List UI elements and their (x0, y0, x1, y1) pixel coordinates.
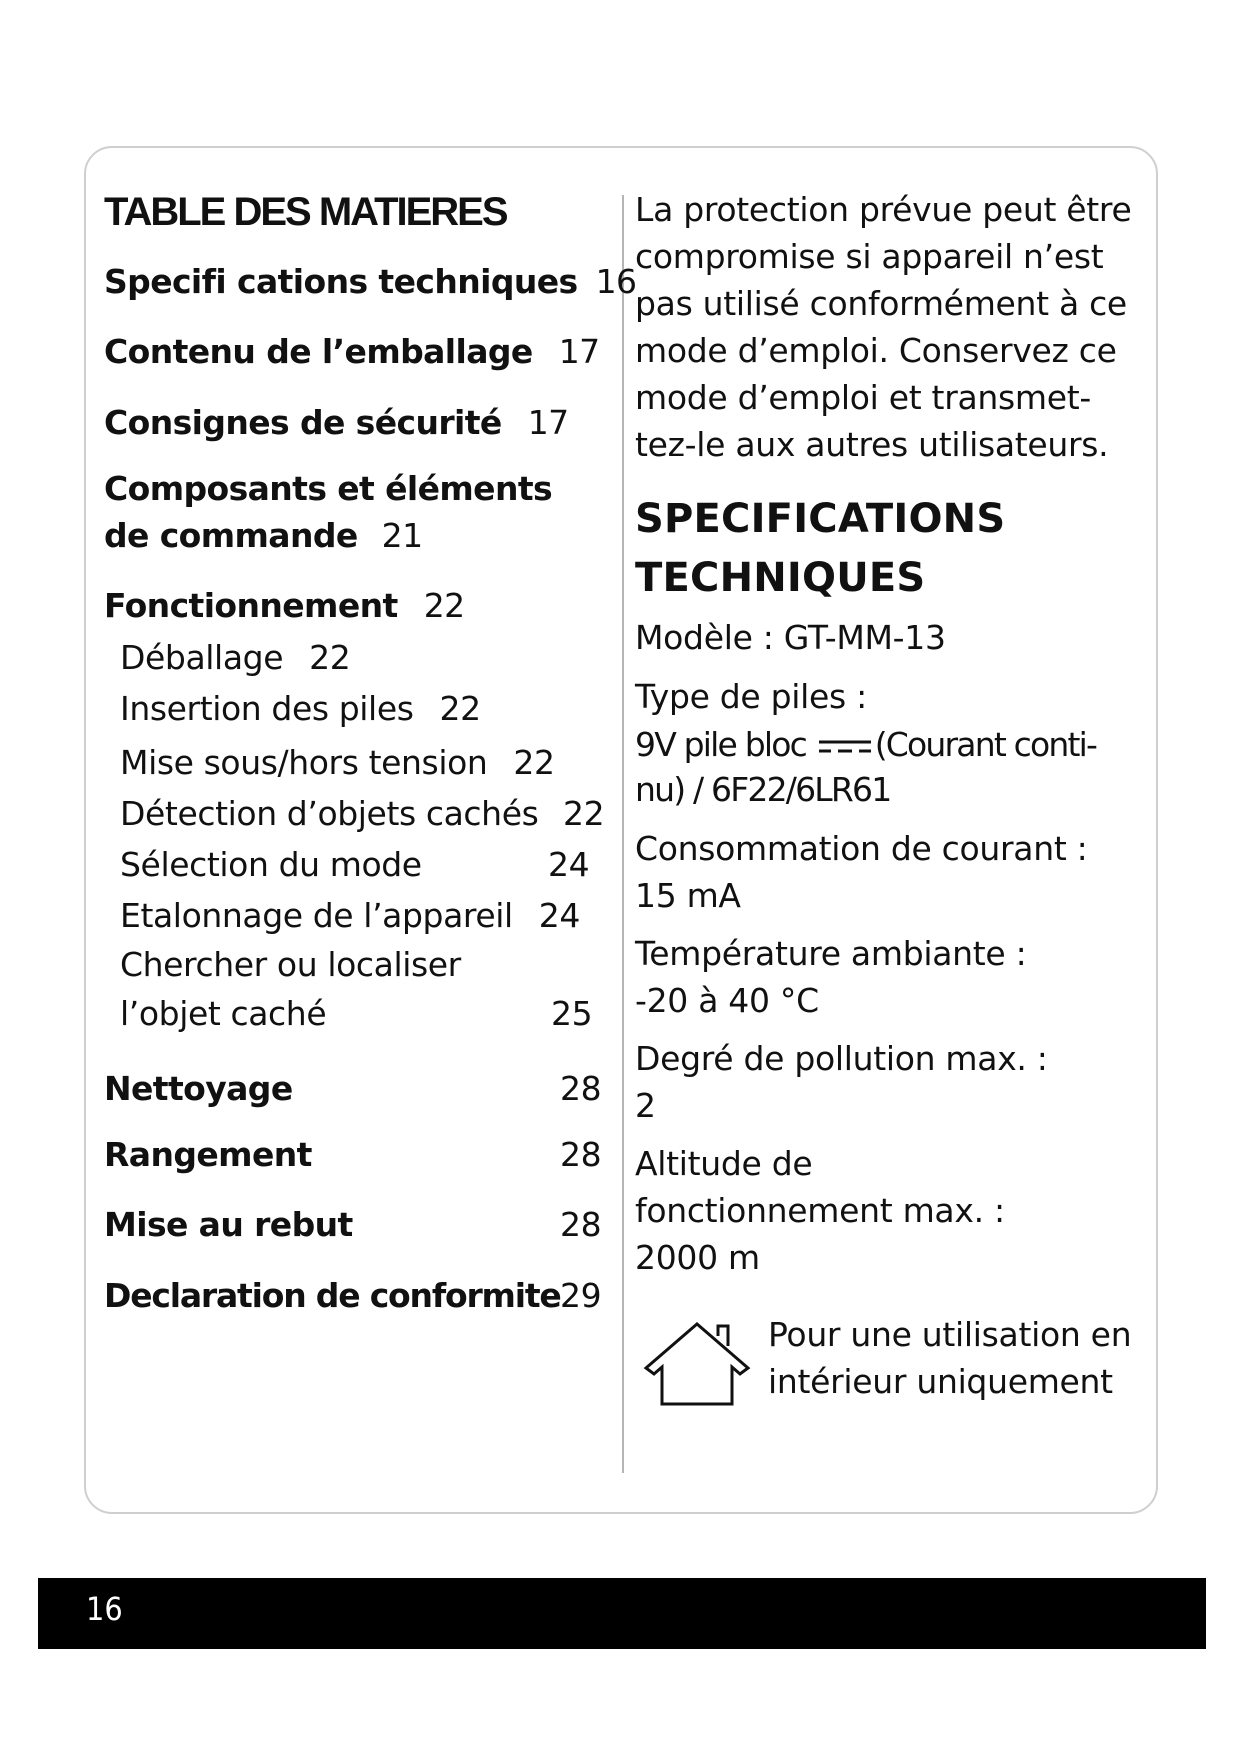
toc-item-page: 17 (558, 332, 600, 371)
toc-subitem (120, 689, 481, 728)
toc-subitem-label: Etalonnage de l’appareil (120, 896, 513, 935)
toc-item (104, 332, 600, 371)
toc-subitem-page: 25 (551, 994, 593, 1033)
spec-battery-text: 9V pile bloc (635, 725, 815, 764)
spec-current-value: 15 mA (635, 876, 741, 915)
toc-subitem-label: Mise sous/hors tension (120, 743, 488, 782)
toc-subitem-label: Sélection du mode (120, 845, 422, 884)
toc-item (104, 516, 422, 555)
intro-line: mode d’emploi. Conservez ce (635, 331, 1117, 370)
toc-item-page: 21 (381, 516, 423, 555)
house-icon (640, 1318, 755, 1410)
spec-pollution (635, 1035, 1048, 1129)
toc-subitem (120, 896, 580, 935)
toc-subitem-label: Détection d’objets cachés (120, 794, 539, 833)
dc-symbol-icon (817, 738, 873, 756)
toc-subitem-label-line1: Chercher ou localiser (120, 945, 461, 984)
spec-temperature (635, 930, 1026, 1024)
spec-current (635, 825, 1088, 919)
page-number: 16 (86, 1590, 123, 1628)
toc-item-label: Contenu de l’emballage (104, 332, 533, 371)
spec-temperature-label: Température ambiante : (635, 934, 1027, 973)
intro-line: mode d’emploi et transmet- (635, 378, 1091, 417)
toc-item-label: Rangement (104, 1135, 312, 1174)
toc-subitem-page: 22 (439, 689, 481, 728)
toc-item-page: 17 (527, 403, 569, 442)
specs-heading-line2: TECHNIQUES (635, 555, 926, 601)
toc-item-page: 29 (560, 1276, 602, 1315)
indoor-note-line1: Pour une utilisation en (768, 1315, 1132, 1354)
toc-subitem (120, 743, 555, 782)
toc-subitem-label: Insertion des piles (120, 689, 414, 728)
intro-line: tez-le aux autres utilisateurs. (635, 425, 1109, 464)
toc-item-label-line1: Composants et éléments (104, 469, 553, 508)
toc-item (104, 586, 465, 625)
toc-item-label: Mise au rebut (104, 1205, 353, 1244)
toc-subitem-page: 24 (538, 896, 580, 935)
toc-item-page: 28 (560, 1135, 602, 1174)
spec-battery-text: (Courant conti- (874, 725, 1097, 764)
toc-item-label: Declaration de conformite (104, 1276, 561, 1315)
spec-pollution-value: 2 (635, 1086, 656, 1125)
toc-item-label: Nettoyage (104, 1069, 293, 1108)
intro-line: La protection prévue peut être (635, 190, 1132, 229)
spec-altitude-line2: fonctionnement max. : (635, 1191, 1005, 1230)
footer-bar (38, 1578, 1206, 1649)
toc-item-page: 22 (423, 586, 465, 625)
toc-item (104, 403, 568, 442)
toc-item-page: 16 (595, 262, 637, 301)
toc-item-label: Specifi cations techniques (104, 262, 578, 301)
column-divider (622, 195, 624, 1473)
spec-temperature-value: -20 à 40 °C (635, 981, 819, 1020)
intro-line: pas utilisé conformément à ce (635, 284, 1127, 323)
toc-item-page: 28 (560, 1205, 602, 1244)
spec-battery-label: Type de piles : (635, 677, 867, 716)
toc-subitem-label: Déballage (120, 638, 284, 677)
toc-subitem-page: 22 (563, 794, 605, 833)
toc-item-label: Consignes de sécurité (104, 403, 502, 442)
toc-item-label-line2: de commande (104, 516, 358, 555)
toc-item-label: Fonctionnement (104, 586, 398, 625)
toc-item (104, 262, 636, 301)
spec-current-label: Consommation de courant : (635, 829, 1088, 868)
intro-text (635, 186, 1131, 468)
toc-subitem-page: 24 (548, 845, 590, 884)
toc-subitem-page: 22 (513, 743, 555, 782)
toc-subitem-page: 22 (309, 638, 351, 677)
toc-subitem (120, 638, 350, 677)
toc-title: TABLE DES MATIERES (104, 190, 507, 234)
spec-altitude-line1: Altitude de (635, 1144, 813, 1183)
spec-pollution-label: Degré de pollution max. : (635, 1039, 1048, 1078)
toc-item-page: 28 (560, 1069, 602, 1108)
specs-heading (635, 490, 1005, 608)
toc-subitem (120, 794, 538, 833)
spec-model: Modèle : GT-MM-13 (635, 618, 946, 657)
toc-subitem-label-line2: l’objet caché (120, 994, 327, 1033)
spec-altitude-value: 2000 m (635, 1238, 760, 1277)
spec-battery-line2: nu) / 6F22/6LR61 (635, 770, 891, 809)
spec-battery-line1 (635, 721, 1096, 768)
indoor-note-line2: intérieur uniquement (768, 1362, 1113, 1401)
specs-heading-line1: SPECIFICATIONS (635, 496, 1006, 542)
spec-altitude (635, 1140, 1005, 1281)
indoor-note (768, 1311, 1131, 1405)
intro-line: compromise si appareil n’est (635, 237, 1104, 276)
